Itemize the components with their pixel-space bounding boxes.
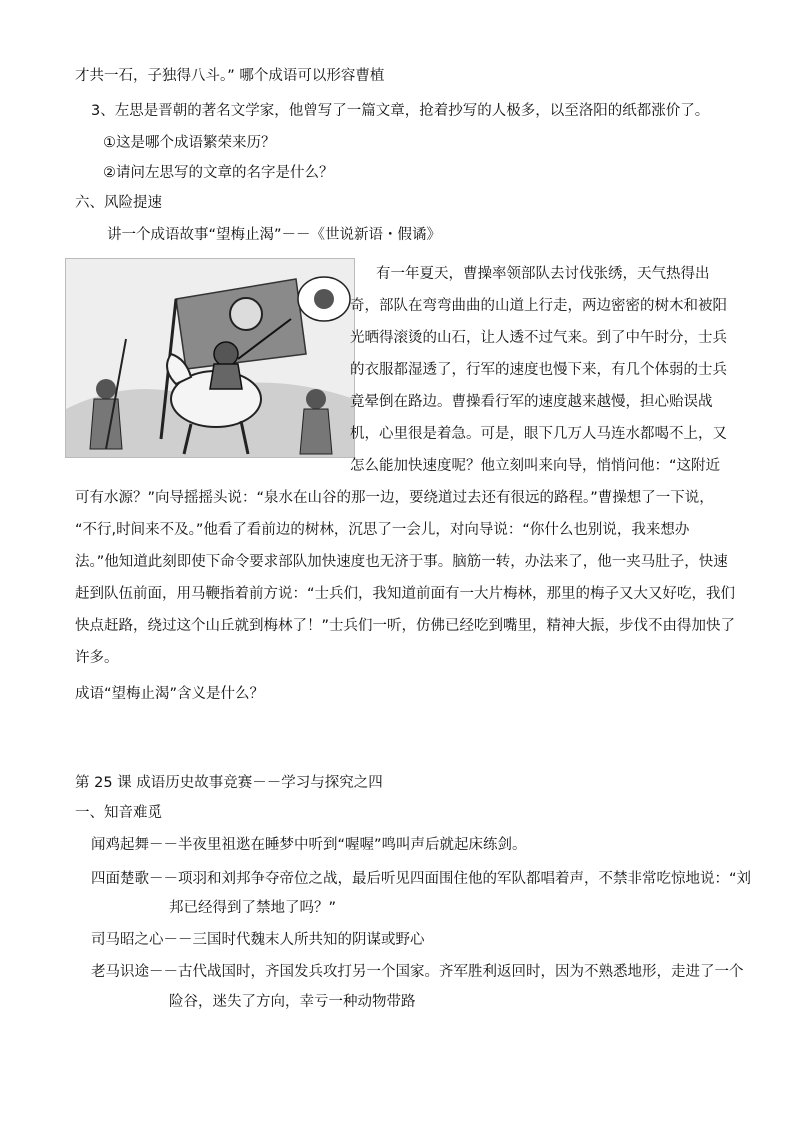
lesson-25-item-2-cont: 邦已经得到了禁地了吗？” (169, 900, 337, 916)
story-line-13: 许多。 (75, 650, 119, 666)
story-line-2: 奇，部队在弯弯曲曲的山道上行走，两边密密的树木和被阳 (350, 298, 727, 314)
lesson-25-item-2: 四面楚歌－－项羽和刘邦争夺帝位之战，最后听见四面围住他的军队都唱着声，不禁非常吃惊地说：“刘 (91, 871, 752, 887)
story-line-12: 快点赶路，绕过这个山丘就到梅林了！”士兵们一听，仿佛已经吃到嘴里，精神大振，步伐不由得加快了 (75, 618, 736, 634)
battle-scene-icon (66, 259, 354, 457)
question-3-sub-2: ②请问左思写的文章的名字是什么？ (103, 165, 334, 181)
story-line-5: 竟晕倒在路边。曹操看行军的速度越来越慢，担心贻误战 (350, 394, 713, 410)
story-line-1: 有一年夏天，曹操率领部队去讨伐张绣，天气热得出 (376, 266, 710, 282)
story-line-8: 可有水源？”向导摇摇头说：“泉水在山谷的那一边，要绕道过去还有很远的路程。”曹操想了一下说， (75, 490, 714, 506)
story-intro: 讲一个成语故事“望梅止渴”－－《世说新语・假谲》 (107, 227, 442, 243)
story-line-11: 赶到队伍前面，用马鞭指着前方说：“士兵们，我知道前面有一大片梅林，那里的梅子又大又好吃，我们 (75, 586, 736, 602)
lesson-25-item-4: 老马识途－－古代战国时，齐国发兵攻打另一个国家。齐军胜利返回时，因为不熟悉地形，走进了一个 (91, 964, 744, 980)
question-3-sub-1: ①这是哪个成语繁荣来历？ (103, 135, 276, 151)
story-question: 成语“望梅止渴”含义是什么？ (75, 686, 265, 702)
lesson-25-item-1: 闻鸡起舞－－半夜里祖逖在睡梦中听到“喔喔”鸣叫声后就起床练剑。 (91, 837, 527, 853)
story-line-3: 光晒得滚烫的山石，让人透不过气来。到了中午时分，士兵 (350, 330, 727, 346)
q2-tail-text: 才共一石，子独得八斗。” 哪个成语可以形容曹植 (75, 68, 385, 84)
question-3-text: 3、左思是晋朝的著名文学家，他曾写了一篇文章，抢着抄写的人极多，以至洛阳的纸都涨价了。 (91, 103, 710, 119)
story-line-9: “不行,时间来不及。”他看了看前边的树林，沉思了一会儿，对向导说：“你什么也别说，我来想办 (75, 522, 690, 538)
lesson-25-heading: 一、知音难觅 (75, 805, 162, 821)
story-line-10: 法。”他知道此刻即使下命令要求部队加快速度也无济于事。脑筋一转，办法来了，他一夹马肚子，快速 (75, 554, 728, 570)
section-6-heading: 六、风险提速 (75, 195, 162, 211)
lesson-25-item-3: 司马昭之心－－三国时代魏末人所共知的阴谋或野心 (91, 932, 425, 948)
story-line-7: 怎么能加快速度呢？他立刻叫来向导，悄悄问他：“这附近 (350, 458, 721, 474)
lesson-25-title: 第 25 课 成语历史故事竞赛－－学习与探究之四 (75, 775, 383, 791)
lesson-25-item-4-cont: 险谷，迷失了方向，幸亏一种动物带路 (169, 994, 416, 1010)
story-line-6: 机，心里很是着急。可是，眼下几万人马连水都喝不上，又 (350, 426, 727, 442)
battle-scene-illustration (65, 258, 355, 458)
story-line-4: 的衣服都湿透了，行军的速度也慢下来，有几个体弱的士兵 (350, 362, 727, 378)
